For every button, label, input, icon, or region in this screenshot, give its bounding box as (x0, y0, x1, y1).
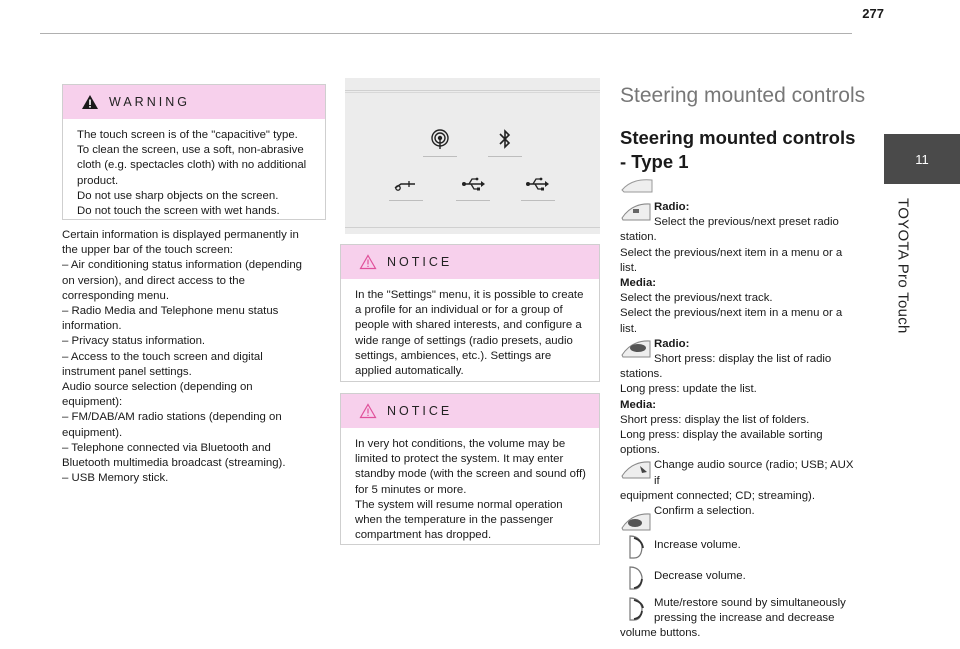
text-line: stations. (620, 368, 663, 381)
text-line: product. (77, 174, 119, 187)
text-line: standby mode (with the screen and sound off) (355, 468, 586, 481)
control-entry (620, 337, 860, 459)
text-line: Select the previous/next item in a menu or a list. (620, 246, 846, 274)
text-line: Do not touch the screen with wet hands. (77, 205, 280, 218)
text-line: Decrease volume. (654, 570, 746, 583)
bluetooth-icon (497, 128, 513, 150)
controls-list (620, 176, 860, 642)
media-label: Media: (620, 277, 657, 290)
upper-bar-info (62, 228, 324, 486)
text-line: corresponding menu. (62, 289, 170, 302)
text-line: Long press: update the list. (620, 383, 757, 396)
header-rule (40, 33, 852, 34)
text-line: Short press: display the list of radio (654, 353, 832, 366)
steering-list-button-icon (620, 337, 652, 359)
text-line: The touch screen is of the "capacitive" type. (77, 129, 298, 141)
page-number: 277 (862, 6, 884, 21)
text-line: Certain information is displayed permanently in (62, 229, 299, 241)
status-icons-panel (345, 78, 600, 234)
steering-confirm-icon (620, 510, 652, 532)
steering-source-icon (620, 458, 652, 480)
text-line: volume buttons. (620, 627, 701, 640)
control-entry (620, 596, 860, 642)
usb-icon (525, 176, 549, 192)
text-line: the upper bar of the touch screen: (62, 244, 233, 257)
media-label: Media: (620, 398, 657, 411)
steering-control-icon (620, 176, 654, 194)
notice-title: NOTICE (387, 404, 453, 418)
chapter-title: TOYOTA Pro Touch (894, 198, 912, 334)
volume-up-icon (620, 534, 652, 560)
text-line: limited to protect the system. It may enter (355, 453, 564, 466)
text-line: Increase volume. (654, 539, 741, 552)
divider (345, 90, 600, 91)
text-line: – Access to the touch screen and digital (62, 350, 263, 363)
icon-underline (389, 200, 423, 201)
icon-underline (488, 156, 522, 157)
radio-label: Radio: (654, 337, 690, 350)
notice-header (341, 245, 599, 279)
text-line: a profile for an individual or for a group of (355, 304, 563, 317)
radio-signal-icon (429, 128, 451, 150)
divider (345, 92, 600, 93)
text-line: when the temperature in the passenger (355, 514, 554, 527)
control-entry (620, 458, 860, 504)
volume-down-icon (620, 565, 652, 591)
control-entry (620, 565, 860, 596)
chapter-tab[interactable]: 11 (884, 134, 960, 184)
warning-text (63, 119, 325, 219)
control-entry (620, 200, 860, 337)
notice-icon (359, 403, 377, 419)
text-line: Do not use sharp objects on the screen. (77, 189, 279, 202)
text-line: Change audio source (radio; USB; AUX if (654, 459, 857, 487)
text-line: Select the previous/next track. (620, 292, 773, 305)
text-line: equipment). (62, 426, 123, 439)
text-line: equipment connected; CD; streaming). (620, 489, 816, 502)
warning-header (63, 85, 325, 119)
divider (345, 227, 600, 228)
warning-icon (81, 94, 99, 110)
text-line: – Privacy status information. (62, 335, 206, 348)
text-line: station. (620, 231, 657, 244)
sub-title: Steering mounted controls - Type 1 (620, 127, 856, 172)
radio-label: Radio: (654, 201, 690, 213)
text-line: In the "Settings" menu, it is possible to create (355, 289, 584, 301)
notice-text (341, 279, 599, 379)
text-line: Mute/restore sound by simultaneously (654, 597, 846, 610)
notice-title: NOTICE (387, 255, 453, 269)
control-entry (620, 534, 860, 565)
text-line: – Telephone connected via Bluetooth and (62, 441, 271, 454)
text-line: Bluetooth multimedia broadcast (streaming). (62, 457, 286, 470)
mute-icon (620, 596, 652, 622)
text-line: people with shared interests, and configure a (355, 319, 582, 332)
text-line: The system will resume normal operation (355, 498, 563, 511)
text-line: – Air conditioning status information (depending (62, 259, 302, 272)
notice-icon (359, 254, 377, 270)
text-line: In very hot conditions, the volume may be (355, 438, 566, 450)
text-line: Audio source selection (depending on (62, 381, 253, 394)
text-line: for 5 minutes or more. (355, 483, 467, 496)
icon-underline (423, 156, 457, 157)
text-line: – Radio Media and Telephone menu status (62, 305, 279, 318)
text-line: instrument panel settings. (62, 365, 192, 378)
aux-jack-icon (393, 178, 419, 194)
text-line: Select the previous/next item in a menu or a list. (620, 307, 846, 335)
warning-box (62, 84, 326, 220)
text-line: compartment has dropped. (355, 529, 492, 542)
steering-scroll-icon (620, 200, 652, 222)
text-line: Confirm a selection. (654, 505, 755, 518)
control-entry (620, 504, 860, 534)
text-line: cloth (e.g. spectacles cloth) with no additional (77, 159, 307, 172)
text-line: Short press: display the list of folders. (620, 413, 810, 426)
text-line: – FM/DAB/AM radio stations (depending on (62, 411, 282, 424)
text-line: information. (62, 320, 122, 333)
text-line: Long press: display the available sorting options. (620, 429, 826, 457)
text-line: settings, ambiences, etc.). Settings are (355, 349, 552, 362)
section-title: Steering mounted controls (620, 84, 866, 107)
text-line: Select the previous/next preset radio (654, 216, 839, 229)
text-line: applied automatically. (355, 365, 464, 378)
usb-icon (461, 176, 485, 192)
icon-underline (521, 200, 555, 201)
text-line: pressing the increase and decrease (654, 612, 835, 625)
text-line: – USB Memory stick. (62, 472, 169, 485)
text-line: wide range of settings (radio presets, audio (355, 334, 573, 347)
text-line: equipment): (62, 396, 123, 409)
icon-underline (456, 200, 490, 201)
text-line: To clean the screen, use a soft, non-abrasive (77, 144, 304, 157)
notice-box (340, 393, 600, 545)
warning-title: WARNING (109, 95, 190, 109)
notice-header (341, 394, 599, 428)
notice-text (341, 428, 599, 543)
notice-box (340, 244, 600, 382)
text-line: on version), and direct access to the (62, 274, 245, 287)
